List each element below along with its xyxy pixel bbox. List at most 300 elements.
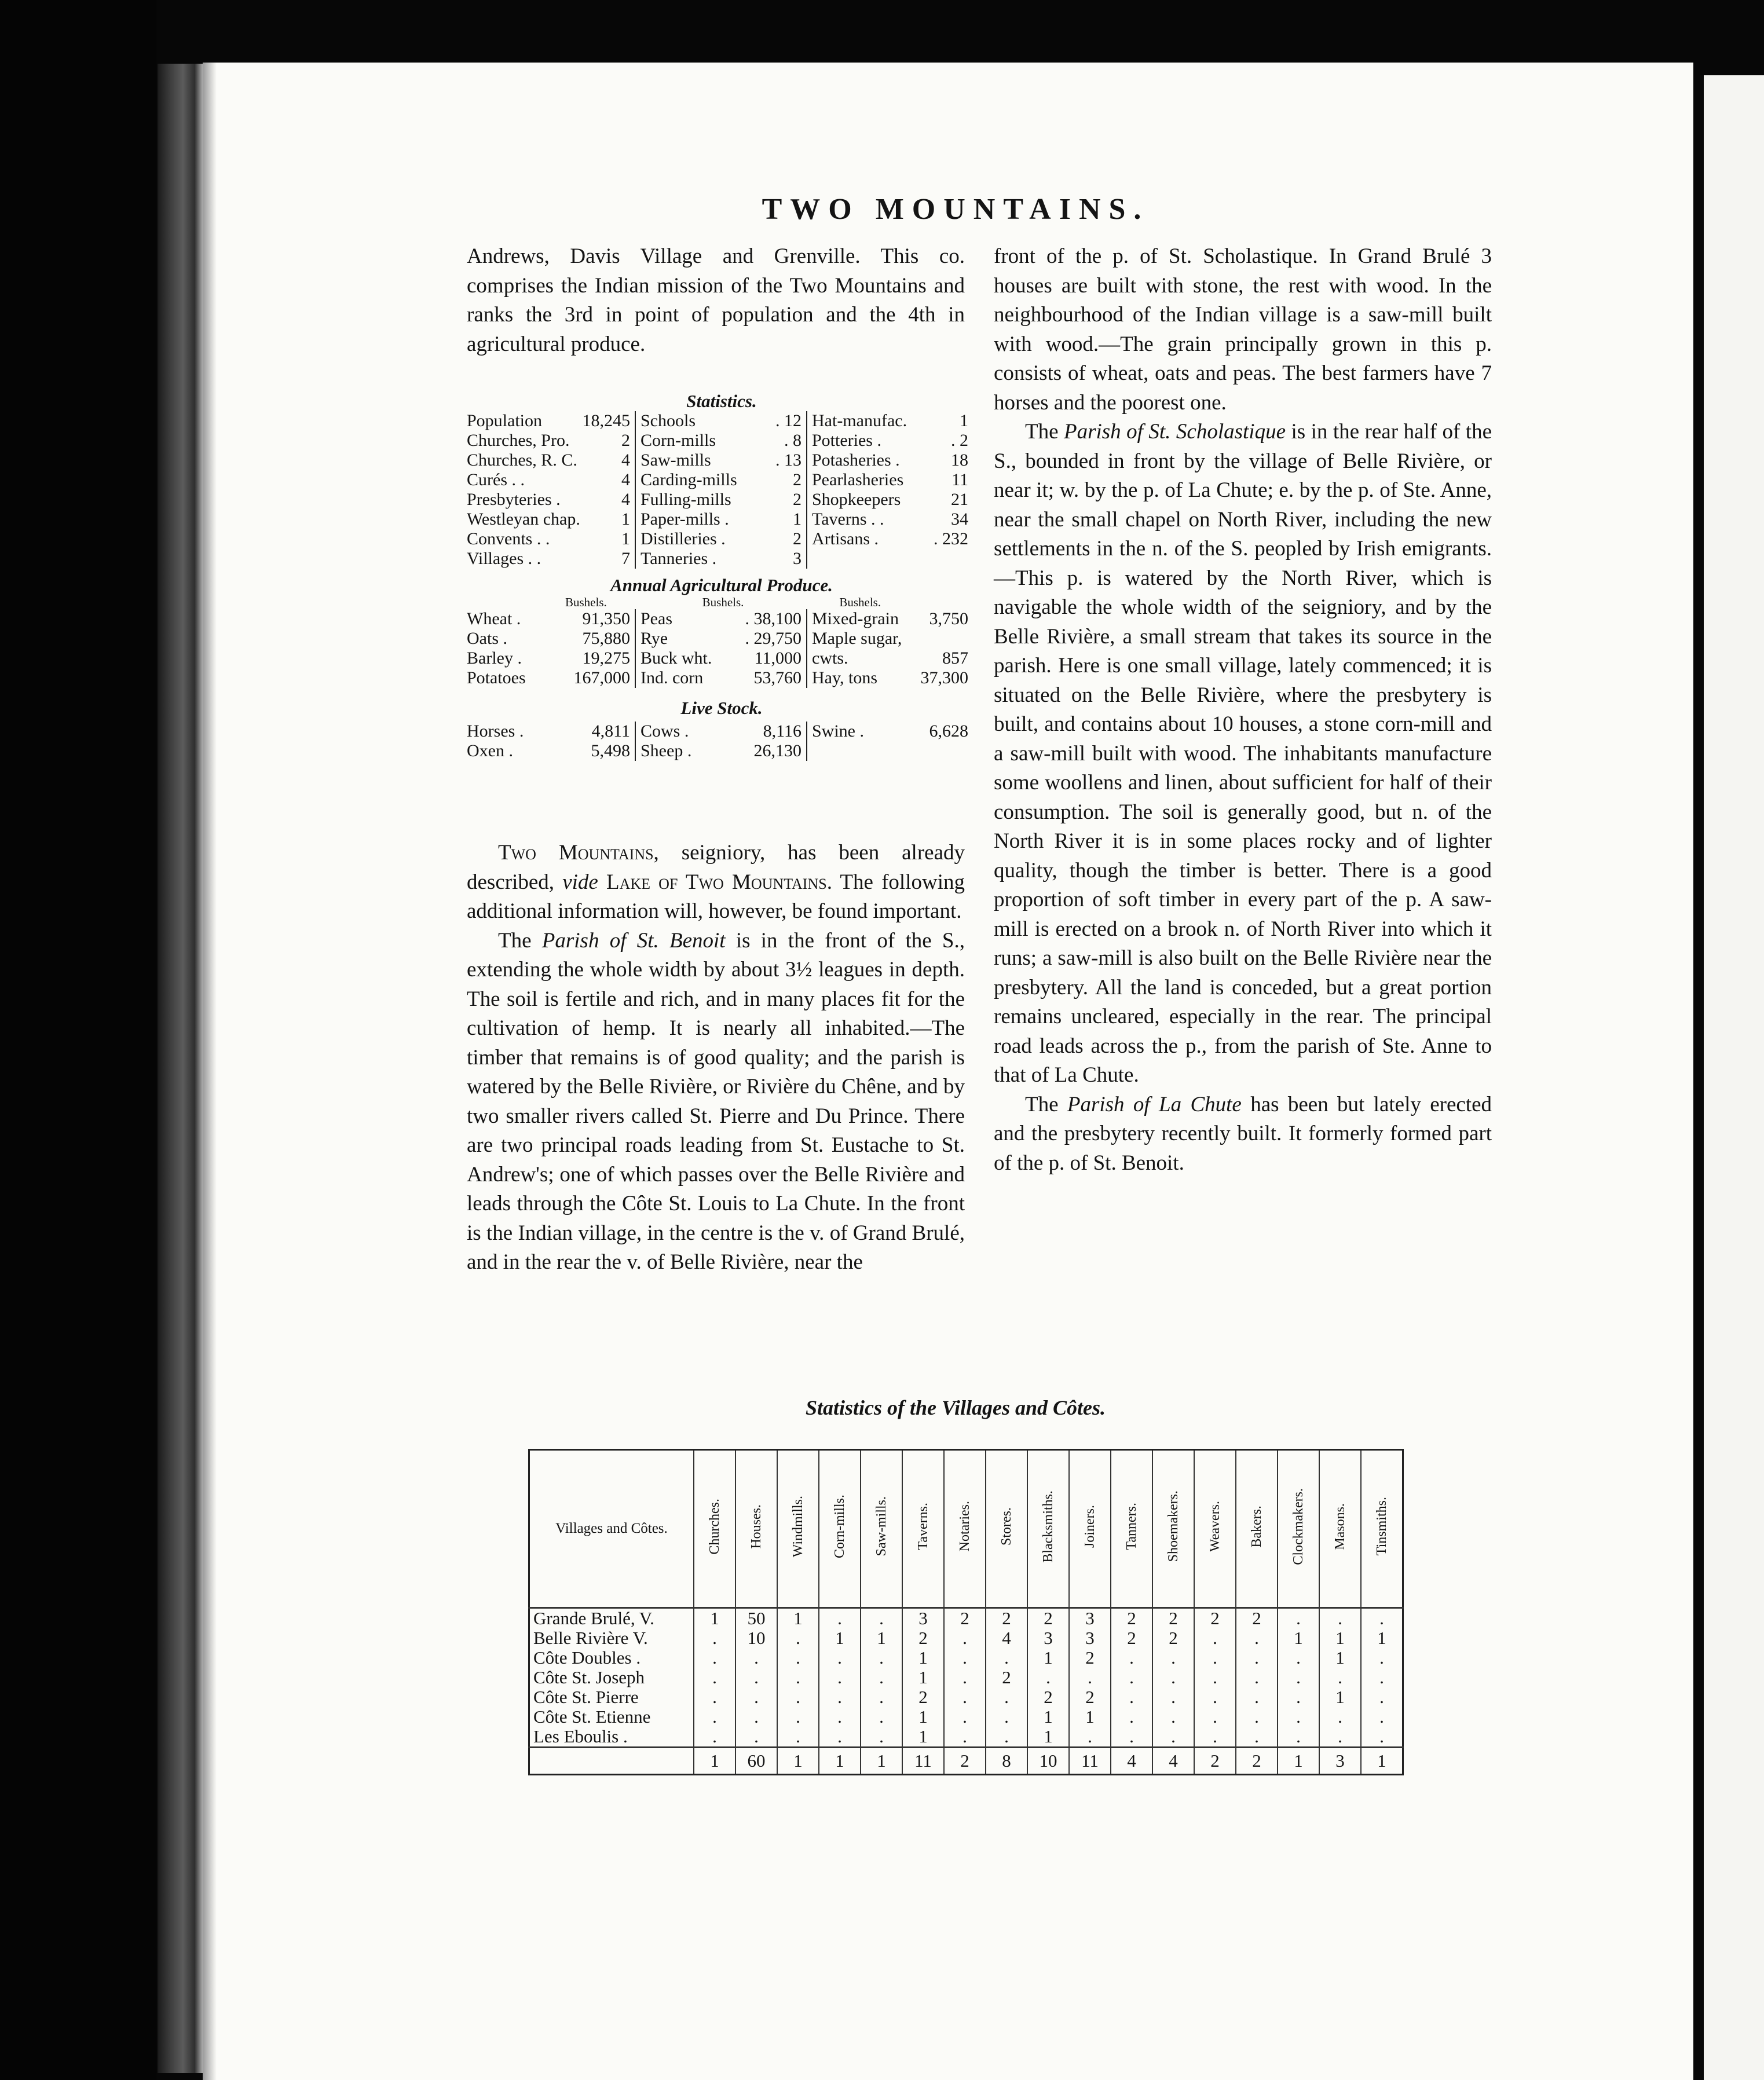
produce-value: 857 [942, 649, 968, 668]
produce-value: 3,750 [929, 609, 968, 628]
livestock-value: 8,116 [763, 722, 802, 741]
column-header [1111, 1450, 1152, 1608]
table-cell: . [819, 1608, 861, 1629]
total-cell: 1 [861, 1748, 902, 1775]
produce-value: . 29,750 [745, 629, 802, 648]
table-cell: 3 [1027, 1628, 1069, 1648]
column-header-label: Joiners. [1082, 1505, 1097, 1548]
table-cell: 1 [1319, 1648, 1361, 1668]
total-cell: 1 [777, 1748, 819, 1775]
produce-label: Maple sugar, [812, 629, 902, 648]
statistics-entry [641, 431, 802, 451]
produce-units [467, 595, 976, 609]
total-cell: 4 [1111, 1748, 1152, 1775]
table-cell: 2 [1236, 1608, 1278, 1629]
total-cell: 2 [1194, 1748, 1236, 1775]
table-row [529, 1668, 1403, 1687]
statistics-value: 18,245 [582, 411, 630, 430]
table-cell: . [694, 1727, 735, 1748]
table-cell: . [694, 1648, 735, 1668]
table-cell: . [1152, 1707, 1194, 1727]
column-header: Villages and Côtes. [529, 1450, 694, 1608]
statistics-value: 11 [951, 470, 968, 489]
livestock-value: 26,130 [753, 741, 802, 760]
table-cell: 1 [1027, 1727, 1069, 1748]
column-header-label: Churches. [707, 1498, 722, 1555]
produce-column [807, 609, 968, 688]
statistics-block [467, 391, 976, 761]
statistics-entry [641, 411, 802, 431]
statistics-label: Fulling-mills [641, 490, 731, 509]
statistics-entry [467, 470, 630, 490]
column-header-label: Tinsmiths. [1374, 1497, 1389, 1556]
produce-entry [812, 629, 968, 649]
statistics-label: Hat-manufac. [812, 411, 907, 430]
statistics-label: Villages . . [467, 549, 541, 568]
table-cell: 1 [1027, 1648, 1069, 1668]
table-cell: . [1152, 1648, 1194, 1668]
table-cell: . [735, 1687, 777, 1707]
column-header [1027, 1450, 1069, 1608]
table-cell: 1 [1278, 1628, 1319, 1648]
produce-label: Rye [641, 629, 668, 648]
table-cell: . [777, 1648, 819, 1668]
table-cell: . [735, 1648, 777, 1668]
produce-label: Buck wht. [641, 649, 712, 668]
produce-entry [641, 649, 802, 668]
table-cell: . [986, 1727, 1027, 1748]
column-header [1069, 1450, 1111, 1608]
livestock-label: Oxen . [467, 741, 513, 760]
table-cell: 1 [902, 1668, 944, 1687]
statistics-value: 4 [621, 470, 630, 489]
table-cell: . [861, 1668, 902, 1687]
left-paragraph-2 [467, 838, 965, 927]
table-cell: . [861, 1608, 902, 1629]
table-cell: 3 [902, 1608, 944, 1629]
total-cell: 11 [1069, 1748, 1111, 1775]
column-header-label: Blacksmiths. [1040, 1490, 1056, 1563]
table-cell: . [1278, 1668, 1319, 1687]
table-cell: . [1319, 1707, 1361, 1727]
produce-entry [641, 668, 802, 688]
table-cell: . [1361, 1608, 1403, 1629]
column-header [1194, 1450, 1236, 1608]
produce-entry [812, 649, 968, 668]
table-cell: . [1278, 1707, 1319, 1727]
statistics-label: Taverns . . [812, 510, 884, 529]
produce-entry [467, 629, 630, 649]
text-run: . The following additional information will, however, be found important. [467, 870, 965, 923]
statistics-entry [812, 510, 968, 529]
right-paragraph-3 [994, 1090, 1492, 1178]
statistics-value: . 232 [934, 529, 968, 548]
total-cell: 3 [1319, 1748, 1361, 1775]
statistics-entry [812, 490, 968, 510]
table-cell: . [1111, 1687, 1152, 1707]
total-cell: 1 [1361, 1748, 1403, 1775]
table-cell: . [1236, 1628, 1278, 1648]
statistics-value: 2 [793, 529, 802, 548]
statistics-label: Westleyan chap. [467, 510, 580, 529]
column-header [1319, 1450, 1361, 1608]
produce-entry [467, 609, 630, 629]
table-cell: . [1278, 1608, 1319, 1629]
villages-table [528, 1449, 1404, 1775]
left-paragraph-3 [467, 927, 965, 1277]
statistics-entry [812, 431, 968, 451]
statistics-value: . 12 [775, 411, 802, 430]
total-cell [529, 1748, 694, 1775]
village-name: Côte St. Etienne [533, 1707, 651, 1727]
statistics-entry [812, 470, 968, 490]
statistics-value: 3 [793, 549, 802, 568]
lake-reference: Lake of Two Mountains [606, 870, 827, 894]
column-header [1152, 1450, 1194, 1608]
table-cell: . [735, 1707, 777, 1727]
table-cell: 2 [1069, 1648, 1111, 1668]
statistics-label: Presbyteries . [467, 490, 561, 509]
table-cell: 1 [861, 1628, 902, 1648]
statistics-label: Churches, R. C. [467, 451, 577, 470]
table-cell: . [1319, 1727, 1361, 1748]
statistics-label: Corn-mills [641, 431, 716, 450]
table-cell: . [1111, 1668, 1152, 1687]
totals-row [529, 1748, 1403, 1775]
vide-word: vide [562, 870, 598, 894]
table-cell: 2 [1111, 1608, 1152, 1629]
statistics-label: Shopkeepers [812, 490, 901, 509]
statistics-label: Carding-mills [641, 470, 737, 489]
column-header [861, 1450, 902, 1608]
table-cell: . [861, 1727, 902, 1748]
table-cell: . [1236, 1707, 1278, 1727]
statistics-entry [467, 549, 630, 569]
table-cell: 1 [902, 1727, 944, 1748]
statistics-value: 4 [621, 490, 630, 509]
statistics-entry [467, 451, 630, 470]
statistics-value: 21 [951, 490, 968, 509]
table-cell: . [986, 1687, 1027, 1707]
table-cell: . [1194, 1628, 1236, 1648]
column-header-label: Masons. [1332, 1503, 1348, 1550]
livestock-column [467, 722, 636, 761]
table-cell: . [1361, 1648, 1403, 1668]
statistics-entry [467, 529, 630, 549]
produce-label: Peas [641, 609, 672, 628]
column-header-label: Stores. [998, 1507, 1014, 1546]
livestock-entry [467, 741, 630, 761]
scan-margin [0, 0, 156, 2080]
column-header [1236, 1450, 1278, 1608]
livestock-label: Swine . [812, 722, 864, 741]
table-cell: . [1319, 1608, 1361, 1629]
statistics-value: 4 [621, 451, 630, 470]
column-header-label: Shoemakers. [1165, 1491, 1181, 1562]
statistics-entry [641, 529, 802, 549]
statistics-value: 7 [621, 549, 630, 568]
livestock-label: Cows . [641, 722, 689, 741]
statistics-value: 34 [951, 510, 968, 529]
statistics-entry [812, 451, 968, 470]
column-header [735, 1450, 777, 1608]
table-cell: . [1194, 1648, 1236, 1668]
table-cell: 1 [1069, 1707, 1111, 1727]
column-header-label: Taverns. [915, 1503, 931, 1550]
table-cell: . [819, 1648, 861, 1668]
table-cell: . [1319, 1668, 1361, 1687]
statistics-column [467, 411, 636, 569]
livestock-entry [641, 741, 802, 761]
produce-value: 11,000 [754, 649, 802, 668]
statistics-title: Statistics. [686, 391, 757, 411]
column-header-label: Windmills. [790, 1495, 806, 1558]
right-paragraph-2 [994, 418, 1492, 1090]
statistics-column [636, 411, 807, 569]
statistics-column [807, 411, 968, 569]
table-cell: . [861, 1707, 902, 1727]
statistics-value: 1 [793, 510, 802, 529]
text-run: , seigniory, has been already described, [467, 841, 965, 894]
statistics-value: 2 [621, 431, 630, 450]
statistics-entry [467, 411, 630, 431]
right-column [994, 242, 1492, 1178]
left-column [467, 242, 965, 359]
livestock-entry [641, 722, 802, 741]
table-cell: . [1361, 1668, 1403, 1687]
statistics-label: Saw-mills [641, 451, 711, 470]
statistics-entry [467, 490, 630, 510]
running-head: TWO MOUNTAINS. [762, 193, 1150, 226]
table-cell: . [1236, 1687, 1278, 1707]
table-cell: . [819, 1687, 861, 1707]
table-row [529, 1628, 1403, 1648]
text-run: is in the rear half of the S., bounded in front by the village of Belle Rivière, or near it; w. by the p. of La Chute; e. by the p. of Ste. Anne, near the small chapel on North River, including the new settlements in the n. of the S. peopled by Irish emigrants.—This p. is watered by the North River, which is navigable the whole width of the seigniory, and by the Belle Rivière, a small stream that takes its source in the parish. Here is one small village, lately commenced; it is situated on the Belle Rivière, where the presbytery is built, and contains about 10 houses, a stone corn-mill and a saw-mill built with wood. The inhabitants manufacture some woollens and linen, about sufficient for half of their consumption. The soil is generally good, but n. of the North River it is in some places rocky and of lighter quality, though the timber is better. There is a good proportion of soft timber in every part of the p. A saw-mill is erected on a brook n. of North River into which it runs; a saw-mill is also built on the Belle Rivière near the presbytery. All the land is conceded, but a great portion remains uncleared, especially in the rear. The principal road leads across the p., from the parish of Ste. Anne to that of La Chute. [994, 420, 1492, 1087]
parish-name: Parish of La Chute [1067, 1092, 1242, 1116]
statistics-value: . 2 [951, 431, 968, 450]
table-cell: 1 [902, 1648, 944, 1668]
statistics-label: Artisans . [812, 529, 879, 548]
parish-name: Parish of St. Scholastique [1064, 420, 1286, 444]
produce-entry [467, 649, 630, 668]
column-header-label: Weavers. [1207, 1500, 1223, 1552]
table-row [529, 1687, 1403, 1707]
livestock-table [467, 722, 976, 761]
total-cell: 1 [694, 1748, 735, 1775]
produce-label: Mixed-grain [812, 609, 899, 628]
statistics-entry [467, 510, 630, 529]
table-cell: . [1069, 1727, 1111, 1748]
produce-entry [467, 668, 630, 688]
table-cell: 1 [902, 1707, 944, 1727]
statistics-value: . 13 [775, 451, 802, 470]
table-cell: 2 [902, 1687, 944, 1707]
villages-body [529, 1608, 1403, 1775]
column-header-label: Houses. [748, 1504, 764, 1549]
produce-label: Barley . [467, 649, 522, 668]
table-cell: . [1111, 1648, 1152, 1668]
table-cell: . [1111, 1707, 1152, 1727]
livestock-label: Horses . [467, 722, 524, 741]
table-row [529, 1707, 1403, 1727]
produce-column [636, 609, 807, 688]
villages-header-row [529, 1450, 1403, 1608]
table-cell: . [735, 1668, 777, 1687]
statistics-label: Schools [641, 411, 696, 430]
column-header [1361, 1450, 1403, 1608]
table-cell: 2 [1152, 1628, 1194, 1648]
statistics-entry [641, 470, 802, 490]
statistics-value: 1 [621, 510, 630, 529]
table-cell: . [819, 1707, 861, 1727]
left-paragraph-1: Andrews, Davis Village and Grenville. This co. comprises the Indian mission of the Two Mountains and ranks the 3rd in point of population and the 4th in agricultural produce. [467, 244, 965, 356]
table-cell: . [1278, 1727, 1319, 1748]
column-header [944, 1450, 986, 1608]
statistics-entry [641, 510, 802, 529]
table-row [529, 1608, 1403, 1629]
table-cell: 2 [986, 1608, 1027, 1629]
column-header [777, 1450, 819, 1608]
total-cell: 1 [819, 1748, 861, 1775]
statistics-label: Paper-mills . [641, 510, 729, 529]
text-run: The [498, 928, 542, 953]
table-cell: . [819, 1727, 861, 1748]
table-cell: 1 [694, 1608, 735, 1629]
column-header-label: Clockmakers. [1290, 1488, 1306, 1565]
table-cell: . [1111, 1727, 1152, 1748]
livestock-column [807, 722, 968, 761]
table-cell: 3 [1069, 1628, 1111, 1648]
produce-column [467, 609, 636, 688]
column-header [694, 1450, 735, 1608]
table-cell: . [1194, 1707, 1236, 1727]
village-name: Côte Doubles . [533, 1647, 641, 1668]
table-cell: . [1361, 1727, 1403, 1748]
produce-value: 53,760 [753, 668, 802, 687]
produce-unit: Bushels. [565, 595, 607, 609]
table-row [529, 1727, 1403, 1748]
produce-label: Potatoes [467, 668, 526, 687]
table-cell: . [1027, 1668, 1069, 1687]
table-cell: 10 [735, 1628, 777, 1648]
statistics-entry [467, 431, 630, 451]
total-cell: 8 [986, 1748, 1027, 1775]
table-cell: 4 [986, 1628, 1027, 1648]
table-cell: . [777, 1727, 819, 1748]
statistics-value: . 8 [784, 431, 802, 450]
livestock-value: 5,498 [591, 741, 630, 760]
produce-entry [641, 629, 802, 649]
column-header [902, 1450, 944, 1608]
produce-value: 37,300 [920, 668, 968, 687]
table-cell: 3 [1069, 1608, 1111, 1629]
produce-title: Annual Agricultural Produce. [610, 575, 833, 595]
table-cell: 1 [1319, 1687, 1361, 1707]
table-cell: . [777, 1707, 819, 1727]
produce-value: 19,275 [582, 649, 630, 668]
produce-label: Oats . [467, 629, 507, 648]
table-cell: . [694, 1687, 735, 1707]
table-cell: . [1152, 1727, 1194, 1748]
table-cell: . [1194, 1727, 1236, 1748]
right-paragraph-1: front of the p. of St. Scholastique. In Grand Brulé 3 houses are built with stone, the rest with wood. In the neighbourhood of the Indian village is a saw-mill built with wood.—The grain principally grown in this p. consists of wheat, oats and peas. The best farmers have 7 horses and the poorest one. [994, 244, 1492, 415]
total-cell: 2 [1236, 1748, 1278, 1775]
text-run: is in the front of the S., extending the whole width by about 3½ leagues in depth. The soil is fertile and rich, and in many places fit for the cultivation of hemp. It is nearly all inhabited.—The timber that remains is of good quality; and the parish is watered by the Belle Rivière, or Rivière du Chêne, and by two smaller rivers called St. Pierre and Du Prince. There are two principal roads leading from St. Eustache to St. Andrew's; one of which passes over the Belle Rivière and leads through the Côte St. Louis to La Chute. In the front is the Indian village, in the centre is the v. of Grand Brulé, and in the rear the v. of Belle Rivière, near the [467, 928, 965, 1274]
statistics-entry [641, 490, 802, 510]
table-cell: . [944, 1668, 986, 1687]
table-cell: . [1361, 1707, 1403, 1727]
table-cell: . [777, 1628, 819, 1648]
village-name: Côte St. Pierre [533, 1687, 639, 1707]
table-cell: . [1152, 1687, 1194, 1707]
book-spine [158, 64, 204, 2073]
column-header-label: Saw-mills. [873, 1496, 889, 1557]
parish-name: Parish of St. Benoit [541, 928, 726, 953]
produce-entry [812, 609, 968, 629]
produce-table [467, 609, 976, 688]
table-cell: . [944, 1687, 986, 1707]
statistics-entry [812, 411, 968, 431]
table-cell: 1 [1027, 1707, 1069, 1727]
table-cell: 50 [735, 1608, 777, 1629]
statistics-label: Curés . . [467, 470, 525, 489]
table-cell: 2 [1111, 1628, 1152, 1648]
column-header-label: Notaries. [957, 1501, 972, 1552]
table-cell: . [777, 1668, 819, 1687]
table-cell: . [1152, 1668, 1194, 1687]
table-cell: 2 [1194, 1608, 1236, 1629]
produce-value: 75,880 [582, 629, 630, 648]
statistics-value: 18 [951, 451, 968, 470]
villages-table-title: Statistics of the Villages and Côtes. [805, 1396, 1106, 1419]
text-run [598, 870, 606, 894]
table-cell: . [1278, 1648, 1319, 1668]
table-cell: 2 [1152, 1608, 1194, 1629]
table-cell: 2 [1027, 1608, 1069, 1629]
statistics-label: Tanneries . [641, 549, 717, 568]
table-cell: . [1236, 1727, 1278, 1748]
text-run: has been but lately erected and the presbytery recently built. It formerly formed part of the p. of St. Benoit. [994, 1092, 1492, 1175]
statistics-label: Pearlasheries [812, 470, 904, 489]
table-cell: . [819, 1668, 861, 1687]
table-cell: . [1278, 1687, 1319, 1707]
table-cell: . [1236, 1648, 1278, 1668]
total-cell: 4 [1152, 1748, 1194, 1775]
village-name: Les Eboulis . [533, 1726, 628, 1746]
column-header-label: Bakers. [1249, 1505, 1264, 1548]
table-cell: . [944, 1628, 986, 1648]
livestock-entry [467, 722, 630, 741]
statistics-value: 1 [621, 529, 630, 548]
table-cell: . [986, 1707, 1027, 1727]
livestock-entry [812, 722, 968, 741]
table-cell: . [1361, 1687, 1403, 1707]
total-cell: 2 [944, 1748, 986, 1775]
produce-value: 91,350 [582, 609, 630, 628]
table-cell: 1 [819, 1628, 861, 1648]
left-column-lower [467, 838, 965, 1277]
produce-unit: Bushels. [702, 595, 744, 609]
table-cell: . [861, 1648, 902, 1668]
statistics-entry [641, 549, 802, 569]
table-row [529, 1648, 1403, 1668]
produce-label: Hay, tons [812, 668, 878, 687]
total-cell: 60 [735, 1748, 777, 1775]
statistics-label: Population [467, 411, 543, 430]
statistics-label: Potteries . [812, 431, 881, 450]
column-header [819, 1450, 861, 1608]
produce-value: . 38,100 [745, 609, 802, 628]
